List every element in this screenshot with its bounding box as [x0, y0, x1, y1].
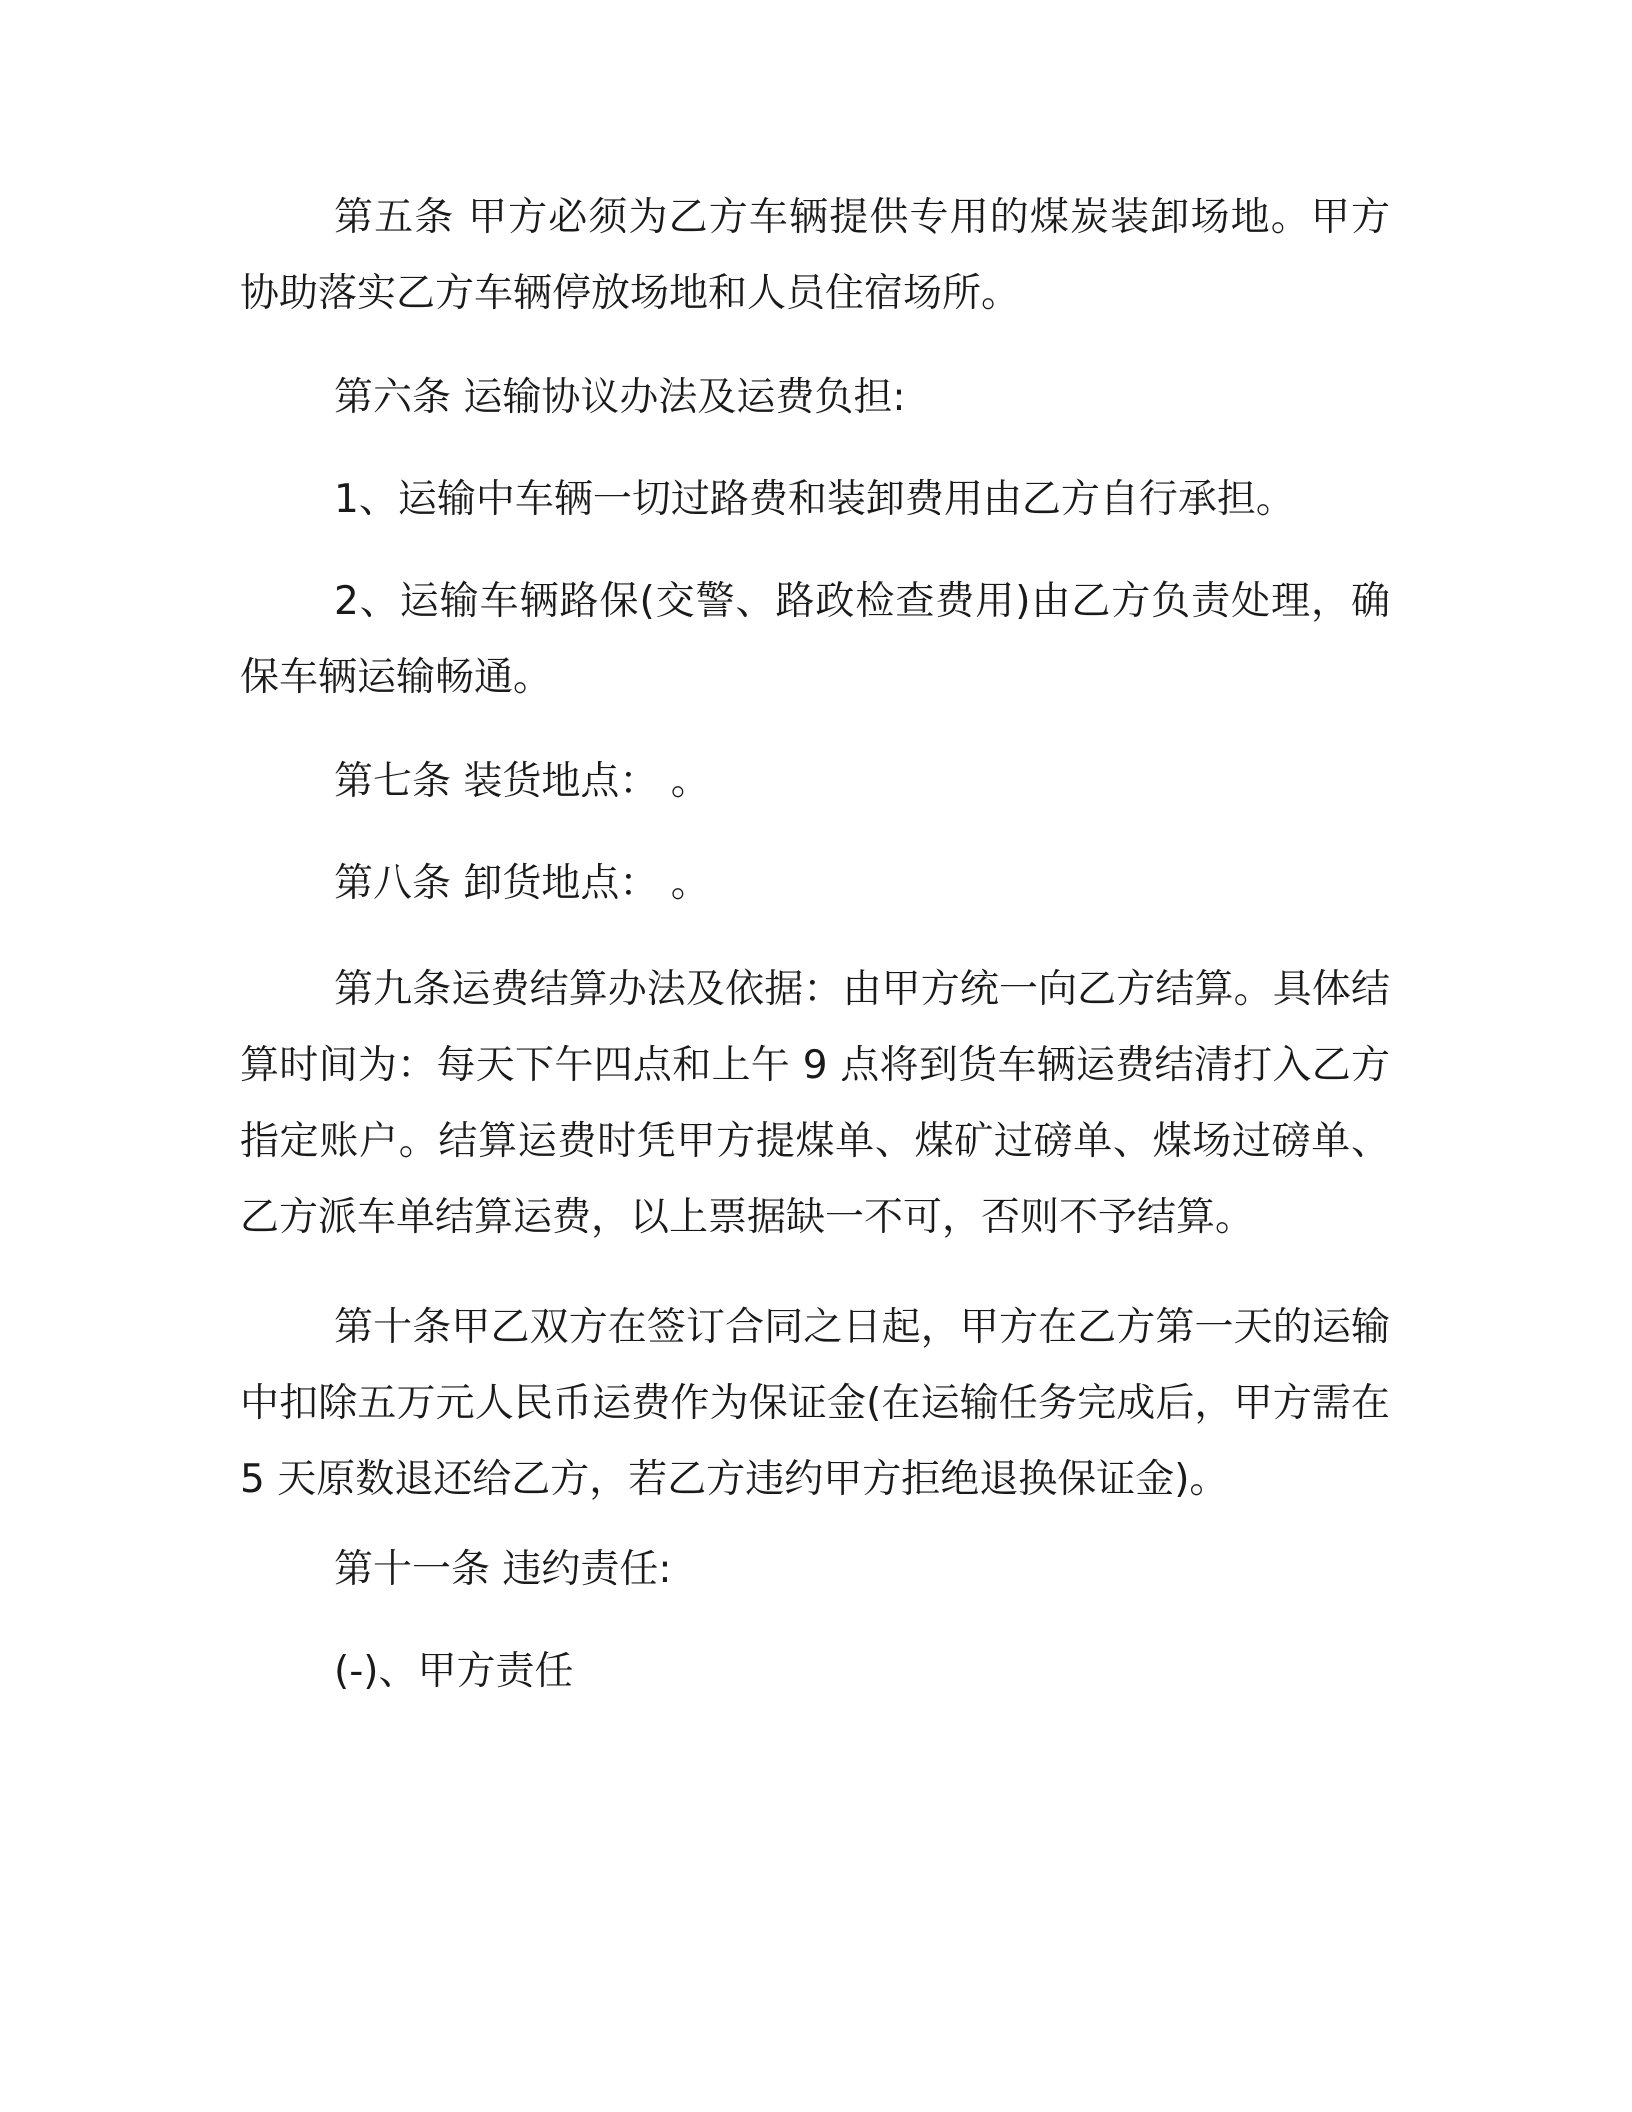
- paragraph-article-5: 第五条 甲方必须为乙方车辆提供专用的煤炭装卸场地。甲方协助落实乙方车辆停放场地和人员住宿场所。: [240, 195, 1390, 316]
- paragraph-item-2: 2、运输车辆路保(交警、路政检查费用)由乙方负责处理，确保车辆运输畅通。: [240, 579, 1390, 700]
- paragraph-article-11: 第十一条 违约责任:: [334, 1547, 672, 1592]
- paragraph-article-10: 第十条甲乙双方在签订合同之日起，甲方在乙方第一天的运输中扣除五万元人民币运费作为保证金(在运输任务完成后，甲方需在 5 天原数退还给乙方，若乙方违约甲方拒绝退换保证金)。: [240, 1305, 1390, 1502]
- paragraph-party-a-liability: (-)、甲方责任: [334, 1649, 574, 1694]
- paragraph-article-7: 第七条 装货地点： 。: [334, 759, 710, 804]
- paragraph-article-6: 第六条 运输协议办法及运费负担:: [334, 375, 906, 420]
- paragraph-article-9: 第九条运费结算办法及依据：由甲方统一向乙方结算。具体结算时间为：每天下午四点和上午 9 点将到货车辆运费结清打入乙方指定账户。结算运费时凭甲方提煤单、煤矿过磅单、煤场过磅单、乙方派车单结算运费，以上票据缺一不可，否则不予结算。: [240, 967, 1390, 1240]
- paragraph-article-8: 第八条 卸货地点： 。: [334, 861, 710, 906]
- paragraph-item-1: 1、运输中车辆一切过路费和装卸费用由乙方自行承担。: [334, 477, 1295, 522]
